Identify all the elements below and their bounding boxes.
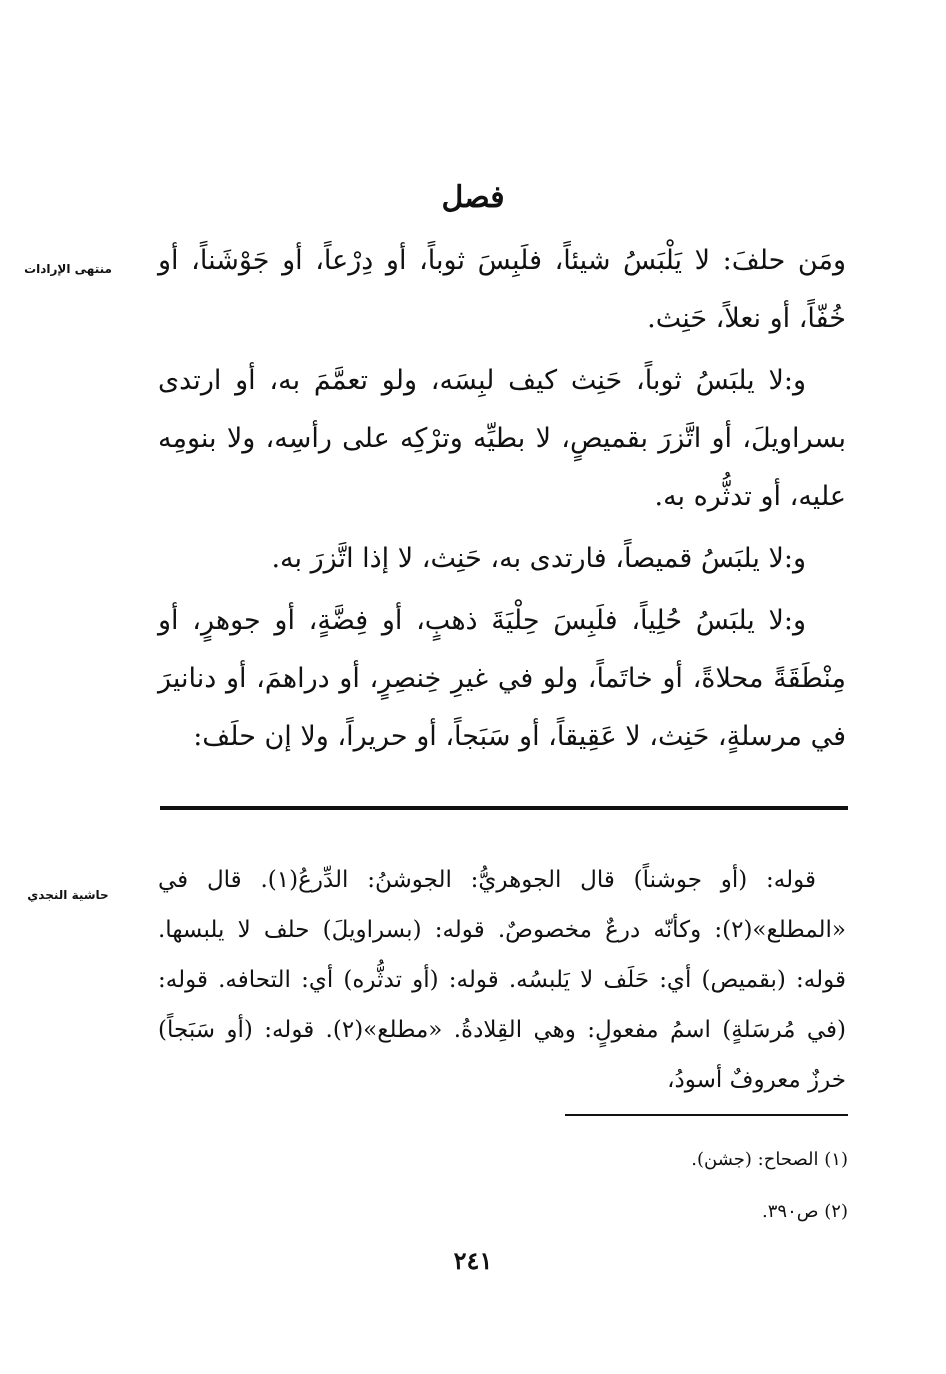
footnote-divider: [565, 1114, 848, 1116]
main-paragraph: ومَن حلفَ: لا يَلْبَسُ شيئاً، فلَبِسَ ثوباً، أو دِرْعاً، أو جَوْشَناً، أو خُفّاً، أو نعلاً، حَنِث.: [158, 245, 846, 334]
main-text: [158, 232, 846, 766]
margin-label-main: منتهى الإرادات: [24, 262, 112, 276]
footnotes: [500, 1134, 848, 1238]
section-divider: [160, 806, 848, 810]
hashiya-paragraph: قوله: (أو جوشناً) قال الجوهريُّ: الجوشنُ: الدِّرعُ(١). قال في «المطلع»(٢): وكأنّه درعٌ مخصوصٌ. قوله: (بسراويلَ) حلف لا يلبسها. قوله: (بقميص) أي: حَلَف لا يَلبسُه. قوله: (أو تدثُّره) أي: التحافه. قوله: (في مُرسَلةٍ) اسمُ مفعولٍ: وهي القِلادةُ. «مطلع»(٢). قوله: (أو سَبَجاً) خرزٌ معروفٌ أسودُ،: [158, 867, 846, 1093]
main-paragraph: و:لا يلبَسُ ثوباً، حَنِث كيف لبِسَه، ولو تعمَّمَ به، أو ارتدى بسراويلَ، أو اتَّزرَ بقميصٍ، لا بطيِّه وترْكِه على رأسِه، ولا بنومِه عليه، أو تدثُّره به.: [158, 365, 846, 512]
footnote-item: (٢) ص٣٩٠.: [762, 1201, 848, 1222]
hashiya-text: [158, 855, 846, 1105]
page-number: ٢٤١: [453, 1246, 493, 1275]
section-title: فصل: [441, 180, 505, 215]
main-paragraph: و:لا يلبَسُ حُلِياً، فلَبِسَ حِلْيَةَ ذهبٍ، أو فِضَّةٍ، أو جوهرٍ، أو مِنْطَقَةً محلاةً، أو خاتَماً، ولو في غيرِ خِنصِرٍ، أو دراهمَ، أو دنانيرَ في مرسلةٍ، حَنِث، لا عَقِيقاً، أو سَبَجاً، أو حريراً، ولا إن حلَف:: [158, 605, 846, 752]
footnote-item: (١) الصحاح: (جشن).: [691, 1149, 848, 1170]
main-paragraph: و:لا يلبَسُ قميصاً، فارتدى به، حَنِث، لا إذا اتَّزرَ به.: [271, 543, 806, 574]
margin-label-hashiya: حاشية النجدي: [27, 888, 109, 902]
